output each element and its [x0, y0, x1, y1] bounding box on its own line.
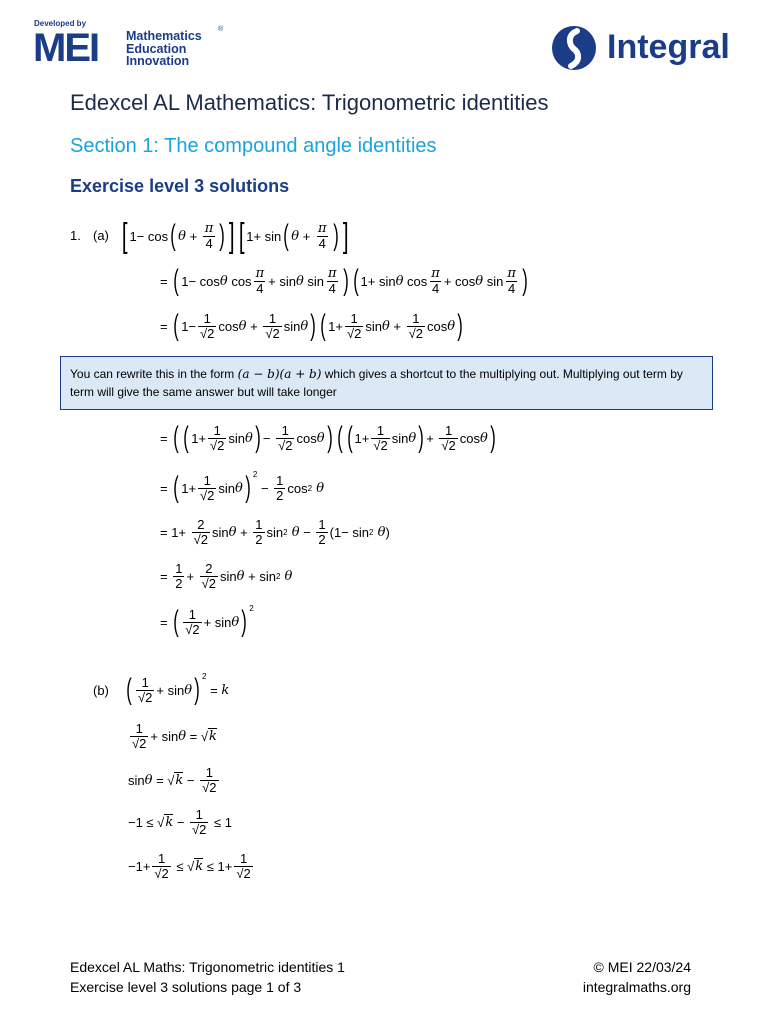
mei-logo-subtitle — [126, 30, 202, 68]
math-line-b2: $\frac{1}{√2}$ + sin θ = √ k — [132, 720, 217, 751]
exercise-title: Exercise level 3 solutions — [70, 176, 290, 196]
mei-line-2: Education — [126, 41, 187, 56]
registered-mark: ® — [218, 26, 224, 33]
integral-logo: Integral — [607, 28, 730, 66]
math-line-b3: sin θ = √ k − $\frac{1}{√2}$ — [128, 764, 217, 795]
math-line-7: = $\frac{1}{2}$ + $\frac{2}{√2}$ sin θ + sin 2 θ — [160, 560, 293, 591]
mei-logo: MEI — [33, 26, 99, 70]
math-line-6: = 1+ $\frac{2}{√2}$ sin θ + $\frac{1}{2}$ sin 2 θ − $\frac{1}{2}$ (1− sin 2 θ ) — [160, 516, 390, 547]
math-line-8: = ( $\frac{1}{√2}$ + sin θ ) 2 — [160, 603, 254, 638]
footer-right — [560, 957, 691, 997]
callout-text-before: You can rewrite this in the form — [70, 367, 235, 381]
part-a-label: (a) — [93, 228, 109, 243]
page-title: Edexcel AL Mathematics: Trigonometric identities — [70, 90, 549, 115]
callout-text-after: which gives a shortcut to the multiplying out. Multiplying out term by term will give the same answer but will take longer — [70, 367, 683, 399]
part-b-label: (b) — [93, 683, 109, 698]
question-number: 1. — [70, 228, 81, 243]
integral-logo-icon — [551, 25, 599, 71]
mei-line-1: Mathematics — [126, 29, 202, 43]
math-line-1: [ 1− cos ( θ + $\frac{\pi}{4}$ ) ] [ 1+ sin ( θ + $\frac{\pi}{4}$ ) ] — [121, 217, 349, 255]
math-line-4: = ( ( 1+ $\frac{1}{√2}$ sin θ ) − $\frac{1}{√2}$ cos θ ) ( ( 1+ $\frac{1}{√2}$ sin θ ) + $\frac{1}{√2}$ cos θ ) — [160, 421, 496, 454]
footer-document-name: Edexcel AL Maths: Trigonometric identities 1 — [70, 959, 345, 975]
math-line-b1: ( $\frac{1}{√2}$ + sin θ ) 2 = k — [126, 671, 230, 706]
mei-line-3: Innovation — [126, 54, 190, 68]
mei-developed-by: Developed by — [34, 19, 87, 28]
math-line-5: = ( 1+ $\frac{1}{√2}$ sin θ ) 2 − $\frac{1}{2}$ cos 2 θ — [160, 469, 325, 504]
math-line-3: = ( 1− $\frac{1}{√2}$ cos θ + $\frac{1}{√2}$ sin θ ) ( 1+ $\frac{1}{√2}$ sin θ + $\frac{1}{√2}$ cos θ ) — [160, 309, 463, 342]
footer-left — [70, 957, 345, 997]
math-line-b5: −1+ $\frac{1}{√2}$ ≤ √ k ≤ 1+ $\frac{1}{√2}$ — [128, 850, 251, 881]
math-line-b4: −1 ≤ √ k − $\frac{1}{√2}$ ≤ 1 — [128, 806, 233, 837]
math-line-2: = ( 1− cos θ cos $\frac{\pi}{4}$ + sin θ sin $\frac{\pi}{4}$ ) ( 1+ sin θ cos $\frac{\pi}{4}$ + cos θ sin $\frac{\pi}{4}$ ) — [160, 264, 528, 297]
hint-callout — [60, 356, 713, 410]
callout-form: (a − b)(a + b) — [237, 367, 322, 381]
footer-website-link[interactable]: integralmaths.org — [582, 979, 691, 995]
footer-copyright: © MEI 22/03/24 — [593, 959, 691, 975]
section-title: Section 1: The compound angle identities — [70, 135, 437, 157]
footer-page-info: Exercise level 3 solutions page 1 of 3 — [70, 979, 302, 995]
